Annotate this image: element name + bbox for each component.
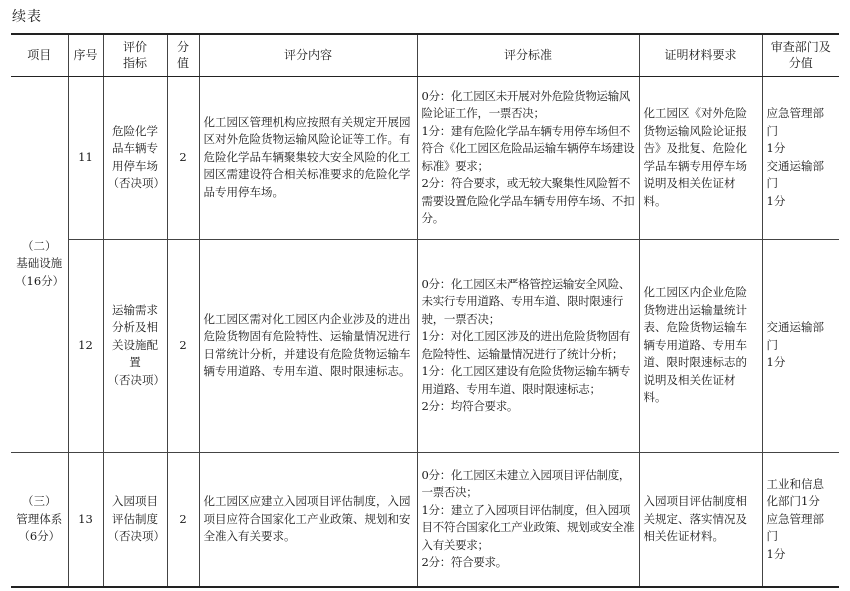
header-department: 审查部门及分值: [762, 34, 839, 76]
indicator-cell: 入园项目 评估制度 （否决项）: [103, 452, 167, 587]
department-cell: 应急管理部门 1分 交通运输部门 1分: [762, 76, 839, 239]
header-row: [11, 34, 839, 76]
header-content: 评分内容: [199, 34, 417, 76]
standard-cell: 0分：化工园区未严格管控运输安全风险、未实行专用道路、专用车道、限时限速行驶，一票否决； 1分：对化工园区涉及的进出危险货物固有危险特性、运输量情况进行了统计分析； 1分：化工园区建设有危险货物运输车辆专用道路、专用车道、限时限速标志； 2分：均符合要求。: [417, 239, 639, 452]
header-standard: 评分标准: [417, 34, 639, 76]
header-project: 项目: [11, 34, 68, 76]
content-cell: 化工园区应建立入园项目评估制度，入园项目应符合国家化工产业政策、规划和安全准入有关要求。: [199, 452, 417, 587]
score-cell: 2: [167, 452, 199, 587]
project-cell: （三） 管理体系 （6分）: [11, 452, 68, 587]
table-row: [11, 239, 839, 452]
evaluation-table: [11, 33, 839, 588]
seq-cell: 12: [68, 239, 103, 452]
department-cell: 工业和信息化部门1分 应急管理部门 1分: [762, 452, 839, 587]
evidence-cell: 化工园区《对外危险货物运输风险论证报告》及批复、危险化学品车辆专用停车场说明及相关佐证材料。: [639, 76, 762, 239]
content-cell: 化工园区管理机构应按照有关规定开展园区对外危险货物运输风险论证等工作。有危险化学品车辆聚集较大安全风险的化工园区需建设符合相关标准要求的危险化学品专用停车场。: [199, 76, 417, 239]
standard-cell: 0分：化工园区未开展对外危险货物运输风险论证工作，一票否决； 1分：建有危险化学品车辆专用停车场但不符合《化工园区危险品运输车辆停车场建设标准》要求； 2分：符合要求，或无较大聚集性风险暂不需要设置危险化学品车辆专用停车场、不扣分。: [417, 76, 639, 239]
header-indicator: 评价 指标: [103, 34, 167, 76]
table-caption: 续表: [12, 9, 42, 25]
score-cell: 2: [167, 239, 199, 452]
evidence-cell: 入园项目评估制度相关规定、落实情况及相关佐证材料。: [639, 452, 762, 587]
header-seq: 序号: [68, 34, 103, 76]
department-cell: 交通运输部门 1分: [762, 239, 839, 452]
header-score: 分值: [167, 34, 199, 76]
table-row: [11, 76, 839, 239]
standard-cell: 0分：化工园区未建立入园项目评估制度，一票否决； 1分：建立了入园项目评估制度，但入园项目不符合国家化工产业政策、规划或安全准入有关要求； 2分：符合要求。: [417, 452, 639, 587]
header-evidence: 证明材料要求: [639, 34, 762, 76]
evidence-cell: 化工园区内企业危险货物进出运输量统计表、危险货物运输车辆专用道路、专用车道、限时限速标志的说明及相关佐证材料。: [639, 239, 762, 452]
indicator-cell: 运输需求 分析及相 关设施配 置 （否决项）: [103, 239, 167, 452]
indicator-cell: 危险化学 品车辆专 用停车场 （否决项）: [103, 76, 167, 239]
seq-cell: 11: [68, 76, 103, 239]
table-row: [11, 452, 839, 587]
score-cell: 2: [167, 76, 199, 239]
project-cell: （二） 基础设施 （16分）: [11, 76, 68, 452]
content-cell: 化工园区需对化工园区内企业涉及的进出危险货物固有危险特性、运输量情况进行日常统计分析，并建设有危险货物运输车辆专用道路、专用车道、限时限速标志。: [199, 239, 417, 452]
seq-cell: 13: [68, 452, 103, 587]
